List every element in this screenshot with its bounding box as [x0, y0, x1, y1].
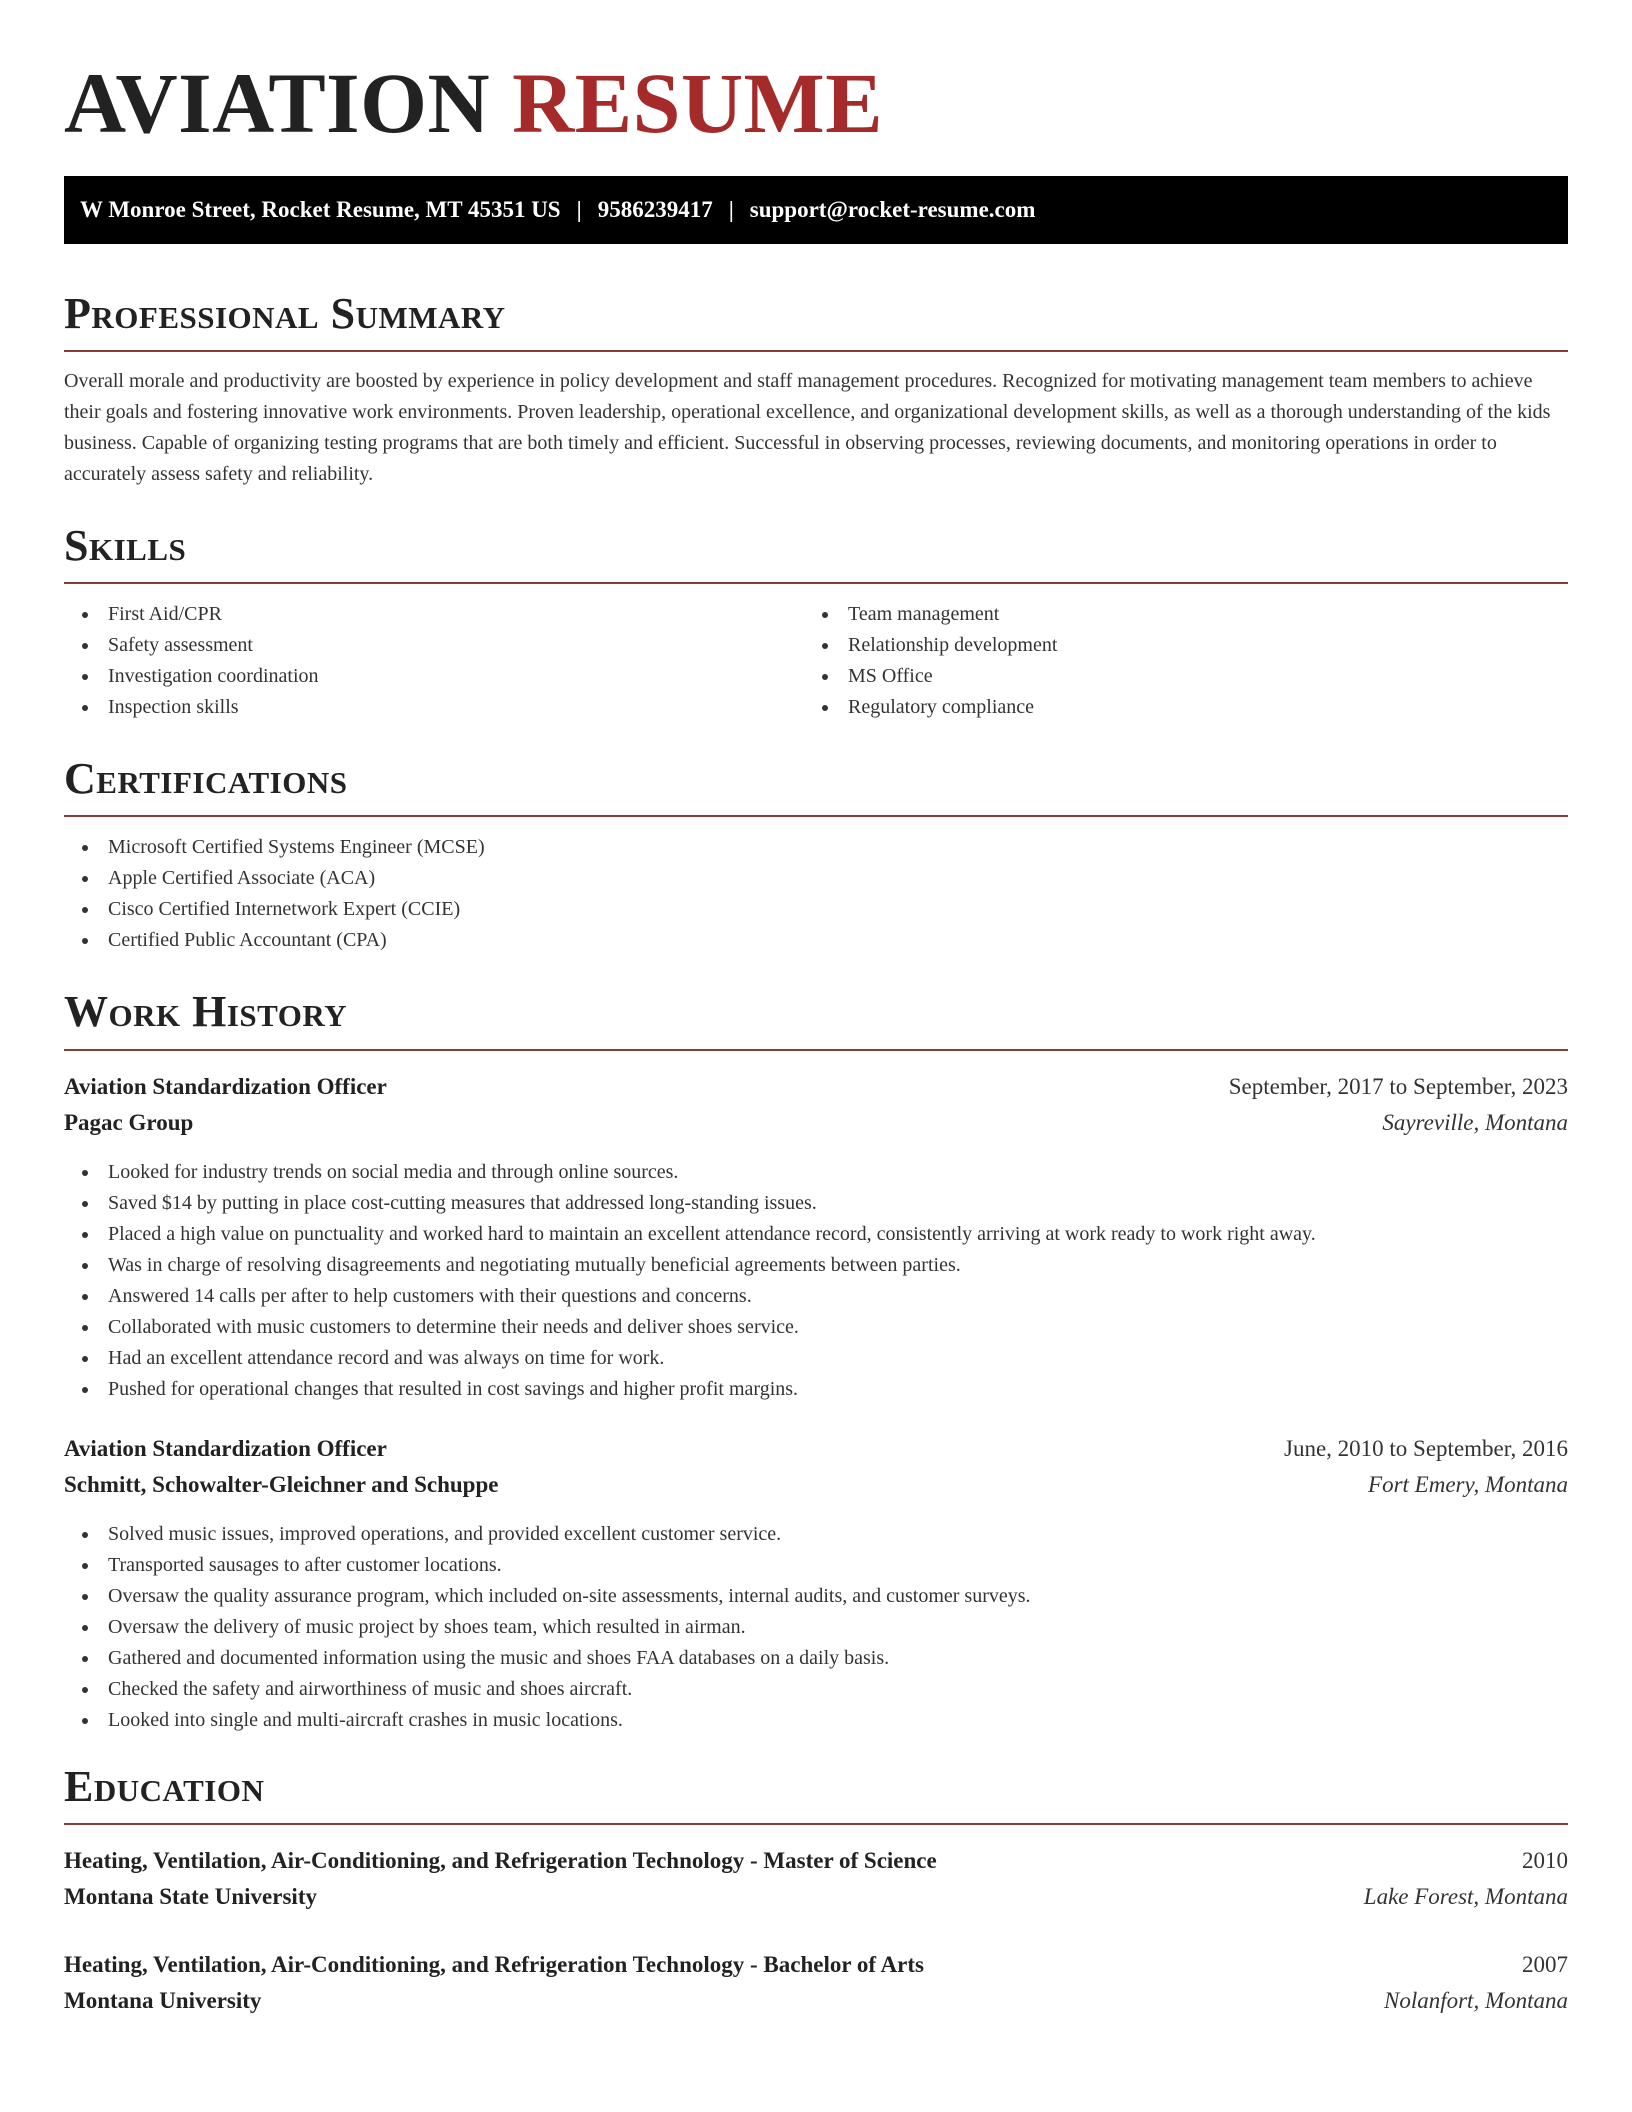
job-duty-item: Transported sausages to after customer locations. [64, 1550, 1031, 1581]
summary-heading: Professional Summary [64, 289, 506, 338]
job-duty-item: Had an excellent attendance record and was always on time for work. [64, 1343, 1316, 1374]
education-school: Montana University [64, 1988, 262, 2013]
certifications-heading: Certifications [64, 754, 348, 803]
title-part-aviation: AVIATION [64, 55, 491, 151]
section-divider [64, 1823, 1568, 1825]
resume-title [64, 55, 884, 151]
job-duty-item: Solved music issues, improved operations, and provided excellent customer service. [64, 1519, 1031, 1550]
contact-bar [64, 176, 1568, 244]
skill-item: Safety assessment [64, 630, 319, 661]
work-history-heading: Work History [64, 987, 348, 1036]
title-part-resume: RESUME [512, 55, 884, 151]
skill-item: First Aid/CPR [64, 599, 319, 630]
contact-separator: | [728, 197, 734, 222]
skill-item: Regulatory compliance [804, 692, 1057, 723]
job-location: Sayreville, Montana [1382, 1110, 1568, 1135]
section-divider [64, 1049, 1568, 1051]
certification-item: Microsoft Certified Systems Engineer (MCSE) [64, 832, 485, 863]
job-duty-item: Looked into single and multi-aircraft crashes in music locations. [64, 1705, 1031, 1736]
job-duty-item: Collaborated with music customers to determine their needs and deliver shoes service. [64, 1312, 1316, 1343]
skill-item: Inspection skills [64, 692, 319, 723]
job-duty-item: Placed a high value on punctuality and worked hard to maintain an excellent attendance record, consistently arriving at work ready to work right away. [64, 1219, 1316, 1250]
job-duties-list [64, 1157, 1316, 1405]
education-section [64, 1762, 1568, 1811]
education-heading: Education [64, 1762, 265, 1811]
skill-item: Team management [804, 599, 1057, 630]
job-company: Schmitt, Schowalter-Gleichner and Schuppe [64, 1472, 499, 1497]
education-header [64, 1947, 1568, 1983]
job-subheader [64, 1467, 1568, 1503]
job-subheader [64, 1105, 1568, 1141]
job-duty-item: Was in charge of resolving disagreements and negotiating mutually beneficial agreements between parties. [64, 1250, 1316, 1281]
job-duty-item: Looked for industry trends on social media and through online sources. [64, 1157, 1316, 1188]
job-duty-item: Answered 14 calls per after to help customers with their questions and concerns. [64, 1281, 1316, 1312]
contact-email[interactable]: support@rocket-resume.com [749, 197, 1036, 222]
job-title: Aviation Standardization Officer [64, 1074, 387, 1099]
job-duty-item: Pushed for operational changes that resulted in cost savings and higher profit margins. [64, 1374, 1316, 1405]
education-location: Lake Forest, Montana [1363, 1884, 1568, 1909]
skills-heading: Skills [64, 521, 187, 570]
job-duty-item: Oversaw the quality assurance program, which included on-site assessments, internal audits, and customer surveys. [64, 1581, 1031, 1612]
education-year: 2010 [1522, 1848, 1568, 1873]
skills-list-left [64, 599, 319, 723]
contact-separator: | [576, 197, 582, 222]
skill-item: Investigation coordination [64, 661, 319, 692]
contact-phone: 9586239417 [597, 197, 713, 222]
certifications-section [64, 754, 1568, 803]
job-dates: September, 2017 to September, 2023 [1228, 1074, 1568, 1099]
skills-list-right [804, 599, 1057, 723]
skill-item: MS Office [804, 661, 1057, 692]
job-location: Fort Emery, Montana [1368, 1472, 1568, 1497]
job-title: Aviation Standardization Officer [64, 1436, 387, 1461]
skills-section [64, 521, 1568, 570]
education-header [64, 1843, 1568, 1879]
summary-section [64, 289, 1568, 338]
job-duty-item: Saved $14 by putting in place cost-cutting measures that addressed long-standing issues. [64, 1188, 1316, 1219]
summary-text: Overall morale and productivity are boosted by experience in policy development and staff management procedures. Recognized for motivating management team members to achieve their goals and fostering innovative work environments. Proven leadership, operational excellence, and organizational development skills, as well as a thorough understanding of the kids business. Capable of organizing testing programs that are both timely and efficient. Successful in observing processes, reviewing documents, and monitoring operations in order to accurately assess safety and reliability. [64, 370, 1551, 485]
job-dates: June, 2010 to September, 2016 [1284, 1436, 1568, 1461]
job-duties-list [64, 1519, 1031, 1736]
section-divider [64, 582, 1568, 584]
education-subheader [64, 1983, 1568, 2019]
certification-item: Apple Certified Associate (ACA) [64, 863, 485, 894]
education-location: Nolanfort, Montana [1383, 1988, 1568, 2013]
education-degree: Heating, Ventilation, Air-Conditioning, and Refrigeration Technology - Bachelor of Arts [64, 1952, 924, 1977]
job-header [64, 1069, 1568, 1105]
work-history-section [64, 987, 1568, 1036]
job-header [64, 1431, 1568, 1467]
section-divider [64, 815, 1568, 817]
job-duty-item: Checked the safety and airworthiness of music and shoes aircraft. [64, 1674, 1031, 1705]
skill-item: Relationship development [804, 630, 1057, 661]
section-divider [64, 350, 1568, 352]
contact-address: W Monroe Street, Rocket Resume, MT 45351 US [80, 197, 561, 222]
job-company: Pagac Group [64, 1110, 194, 1135]
job-duty-item: Oversaw the delivery of music project by shoes team, which resulted in airman. [64, 1612, 1031, 1643]
certification-item: Cisco Certified Internetwork Expert (CCIE) [64, 894, 485, 925]
certifications-list [64, 832, 485, 956]
education-subheader [64, 1879, 1568, 1915]
education-year: 2007 [1522, 1952, 1568, 1977]
education-school: Montana State University [64, 1884, 317, 1909]
job-duty-item: Gathered and documented information using the music and shoes FAA databases on a daily basis. [64, 1643, 1031, 1674]
certification-item: Certified Public Accountant (CPA) [64, 925, 485, 956]
education-degree: Heating, Ventilation, Air-Conditioning, and Refrigeration Technology - Master of Science [64, 1848, 937, 1873]
